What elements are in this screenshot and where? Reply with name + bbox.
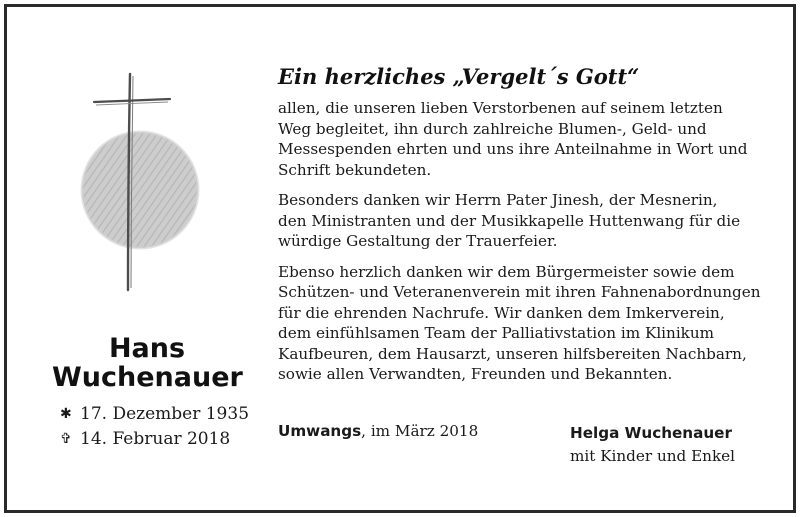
birth-row [60,402,249,427]
cross-with-circle-icon [78,68,218,298]
paragraph-line: Messespenden ehrten und uns ihre Anteilnahme in Wort und [278,140,748,158]
paragraph-line: für die ehrenden Nachrufe. Wir danken dem Imkerverein, [278,303,725,322]
place-date: , im März 2018 [361,422,479,440]
signature [570,422,735,468]
paragraph-line: Ebenso herzlich danken wir dem Bürgermeister sowie dem [278,262,735,281]
paragraph-line: allen, die unseren lieben Verstorbenen auf seinem letzten [278,99,723,117]
paragraph-line: würdige Gestaltung der Trauerfeier. [278,232,558,250]
place-and-date [278,422,478,440]
paragraph-2 [278,190,778,252]
paragraph-line: Kaufbeuren, dem Hausarzt, unseren hilfsbereiten Nachbarn, [278,344,747,363]
thanks-text [278,62,778,395]
paragraph-line: Schrift bekundeten. [278,160,432,179]
signature-name: Helga Wuchenauer [570,424,732,442]
birth-star-icon: ✱ [60,406,72,422]
signature-family: mit Kinder und Enkel [570,447,736,465]
paragraph-3 [278,262,778,385]
paragraph-line: dem einfühlsamen Team der Palliativstation im Klinikum [278,324,715,342]
deceased-last-name: Wuchenauer [52,362,243,393]
life-dates [60,402,249,452]
paragraph-line: sowie allen Verwandten, Freunden und Bekannten. [278,365,673,383]
paragraph-line: den Ministranten und der Musikkapelle Huttenwang für die [278,211,741,230]
paragraph-line: Weg begleitet, ihn durch zahlreiche Blumen-, Geld- und [278,119,707,138]
place-name: Umwangs [278,422,362,440]
paragraph-line: Schützen- und Veteranenverein mit ihren Fahnenabordnungen [278,283,761,301]
death-date: 14. Februar 2018 [80,429,231,449]
deceased-name [52,334,242,392]
deceased-first-name: Hans [108,333,186,364]
paragraph-1 [278,98,778,180]
birth-date: 17. Dezember 1935 [80,404,250,424]
headline: Ein herzliches „Vergelt´s Gott“ [278,64,640,89]
death-row [60,427,249,452]
paragraph-line: Besonders danken wir Herrn Pater Jinesh, der Mesnerin, [278,191,718,209]
death-cross-icon: ✞ [60,431,72,447]
